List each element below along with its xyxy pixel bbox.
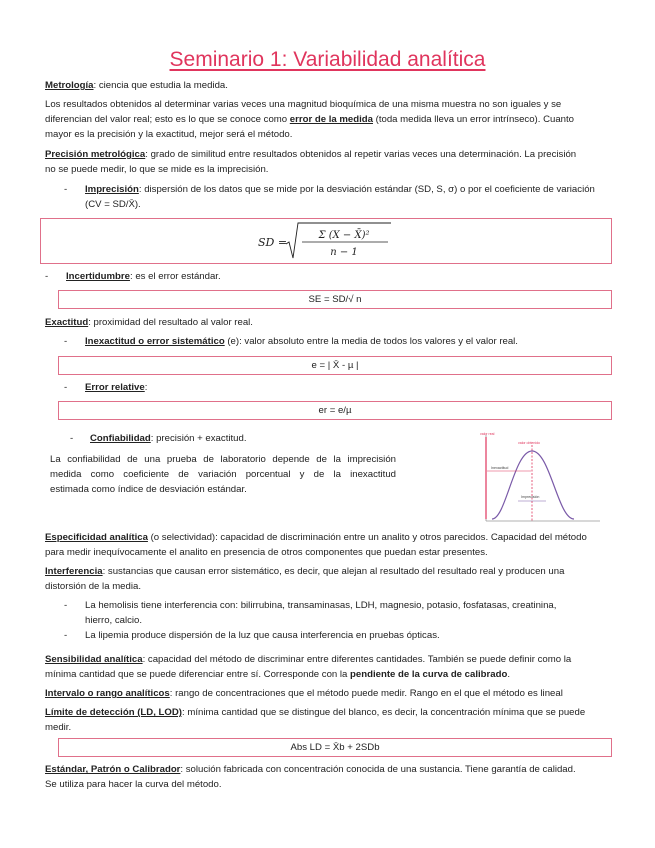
true-value-label: valor real xyxy=(480,432,495,436)
error-relative-line xyxy=(85,380,147,395)
confiabilidad-text: : precisión + exactitud. xyxy=(150,433,247,444)
especificidad-line-1 xyxy=(45,530,587,545)
inexactitud-term: Inexactitud o error sistemático xyxy=(85,336,225,347)
sensibilidad-text-2c: . xyxy=(507,669,510,680)
bullet-dash: - xyxy=(64,184,68,195)
interferencia-term: Interferencia xyxy=(45,566,103,577)
metrologia-line xyxy=(45,78,228,93)
estandar-text-1: : solución fabricada con concentración conocida de una sustancia. Tiene garantía de calidad. xyxy=(180,764,576,775)
page-title: Seminario 1: Variabilidad analítica xyxy=(169,48,486,71)
confiabilidad-para-line-1: La confiabilidad de una prueba de laboratorio depende de la imprecisión xyxy=(50,454,396,465)
estandar-line-1 xyxy=(45,762,576,777)
inexactitude-label: Inexactitud xyxy=(491,466,509,470)
bullet-dash: - xyxy=(70,433,74,444)
gaussian-curve xyxy=(492,451,574,519)
exactitud-line xyxy=(45,315,253,330)
imprecision-term: Imprecisión xyxy=(85,184,139,195)
er-formula-box xyxy=(58,401,612,420)
sd-formula-numerator: Σ (X − X̄)² xyxy=(318,230,370,241)
imprecision-line-1 xyxy=(85,182,595,197)
ld-formula: Abs LD = X̄b + 2SDb xyxy=(290,742,380,753)
metrologia-term: Metrología xyxy=(45,80,94,91)
imprecision-line-2: (CV = SD/X̄). xyxy=(85,199,141,210)
confiabilidad-paragraph xyxy=(50,452,396,497)
interferencia-text-1: : sustancias que causan error sistemático, es decir, que alejan al resultado del resultado real y producen una xyxy=(102,566,565,577)
bullet-dash: - xyxy=(64,382,68,393)
hemolisis-line-1: La hemolisis tiene interferencia con: bilirrubina, transaminasas, LDH, magnesio, potasio, fosfatasas, creatinina, xyxy=(85,600,557,611)
e-formula: e = | X̄ - µ | xyxy=(311,360,359,371)
resultados-line-3: mayor es la precisión y la exactitud, mejor será el método. xyxy=(45,129,293,140)
especificidad-text-1: (o selectividad): capacidad de discriminación entre un analito y otros parecidos. Capacidad del método xyxy=(147,532,587,543)
confiabilidad-term: Confiabilidad xyxy=(90,433,151,444)
sd-formula xyxy=(256,220,396,262)
precision-line-1 xyxy=(45,147,576,162)
resultados-line-1: Los resultados obtenidos al determinar varias veces una magnitud bioquímica de una misma muestra no son iguales y se xyxy=(45,99,562,110)
sensibilidad-bold: pendiente de la curva de calibrado xyxy=(350,669,508,680)
confiabilidad-para-line-3: estimada como índice de desviación estándar. xyxy=(50,484,247,495)
exactitud-text: : proximidad del resultado al valor real. xyxy=(88,317,253,328)
inexactitud-text: (e): valor absoluto entre la media de todos los valores y el valor real. xyxy=(224,336,518,347)
estandar-line-2: Se utiliza para hacer la curva del método. xyxy=(45,779,222,790)
se-formula: SE = SD/√ n xyxy=(308,294,362,305)
interferencia-line-1 xyxy=(45,564,564,579)
intervalo-text: : rango de concentraciones que el método puede medir. Rango en el que el método es lineal xyxy=(169,688,563,699)
confiabilidad-line xyxy=(90,431,247,446)
sensibilidad-text-2a: mínima cantidad que se puede diferenciar entre sí. Corresponde con la xyxy=(45,669,351,680)
resultados-line-2 xyxy=(45,112,574,127)
limite-term: Límite de detección (LD, LOD) xyxy=(45,707,182,718)
precision-term: Precisión metrológica xyxy=(45,149,146,160)
sensibilidad-line-2 xyxy=(45,667,510,682)
sensibilidad-line-1 xyxy=(45,652,571,667)
bullet-dash: - xyxy=(64,600,68,611)
precision-text-1: : grado de similitud entre resultados obtenidos al repetir varias veces una determinación. La precisión xyxy=(145,149,577,160)
especificidad-line-2: para medir inequívocamente el analito en presencia de otros componentes que puedan estar presentes. xyxy=(45,547,488,558)
limite-line-1 xyxy=(45,705,585,720)
intervalo-term: Intervalo o rango analíticos xyxy=(45,688,170,699)
error-medida-term: error de la medida xyxy=(289,114,373,125)
interferencia-line-2: distorsión de la media. xyxy=(45,581,141,592)
limite-line-2: medir. xyxy=(45,722,72,733)
precision-line-2: no se puede medir, lo que se mide es la imprecisión. xyxy=(45,164,269,175)
ld-formula-box xyxy=(58,738,612,757)
resultados-text-2b: (toda medida lleva un error intrínseco). Cuanto xyxy=(372,114,575,125)
e-formula-box xyxy=(58,356,612,375)
estandar-term: Estándar, Patrón o Calibrador xyxy=(45,764,181,775)
hemolisis-line-2: hierro, calcio. xyxy=(85,615,143,626)
bullet-dash: - xyxy=(64,630,68,641)
limite-text-1: : mínima cantidad que se distingue del blanco, es decir, la concentración mínima que se puede xyxy=(182,707,586,718)
sd-formula-denominator: n − 1 xyxy=(330,247,358,258)
bullet-dash: - xyxy=(64,336,68,347)
resultados-text-2a: diferencian del valor real; esto es lo que se conoce como xyxy=(45,114,290,125)
incertidumbre-text: : es el error estándar. xyxy=(129,271,221,282)
sd-formula-box xyxy=(40,218,612,264)
bullet-dash: - xyxy=(45,271,49,282)
error-relative-term: Error relative xyxy=(85,382,145,393)
error-relative-text: : xyxy=(144,382,148,393)
lipemia-line: La lipemia produce dispersión de la luz que causa interferencia en pruebas ópticas. xyxy=(85,630,440,641)
intervalo-line xyxy=(45,686,563,701)
exactitud-term: Exactitud xyxy=(45,317,89,328)
sd-formula-lhs: SD = xyxy=(258,236,288,249)
metrologia-text: : ciencia que estudia la medida. xyxy=(93,80,228,91)
confiabilidad-para-line-2: medida como coeficiente de variación porcentual y de la inexactitud xyxy=(50,469,396,480)
especificidad-term: Especificidad analítica xyxy=(45,532,148,543)
sensibilidad-term: Sensibilidad analítica xyxy=(45,654,143,665)
sensibilidad-text-1: : capacidad del método de discriminar entre diferentes cantidades. También se puede definir como la xyxy=(142,654,572,665)
se-formula-box xyxy=(58,290,612,309)
inexactitud-line xyxy=(85,334,518,349)
incertidumbre-term: Incertidumbre xyxy=(66,271,130,282)
imprecision-text-1: : dispersión de los datos que se mide por la desviación estándar (SD, S, σ) o por el coeficiente de variación xyxy=(138,184,595,195)
obtained-value-label: valor obtenido xyxy=(518,441,540,445)
imprecision-label: Imprecisión xyxy=(521,495,540,499)
incertidumbre-line xyxy=(66,269,221,284)
er-formula: er = e/µ xyxy=(318,405,352,416)
accuracy-precision-figure xyxy=(478,431,603,523)
